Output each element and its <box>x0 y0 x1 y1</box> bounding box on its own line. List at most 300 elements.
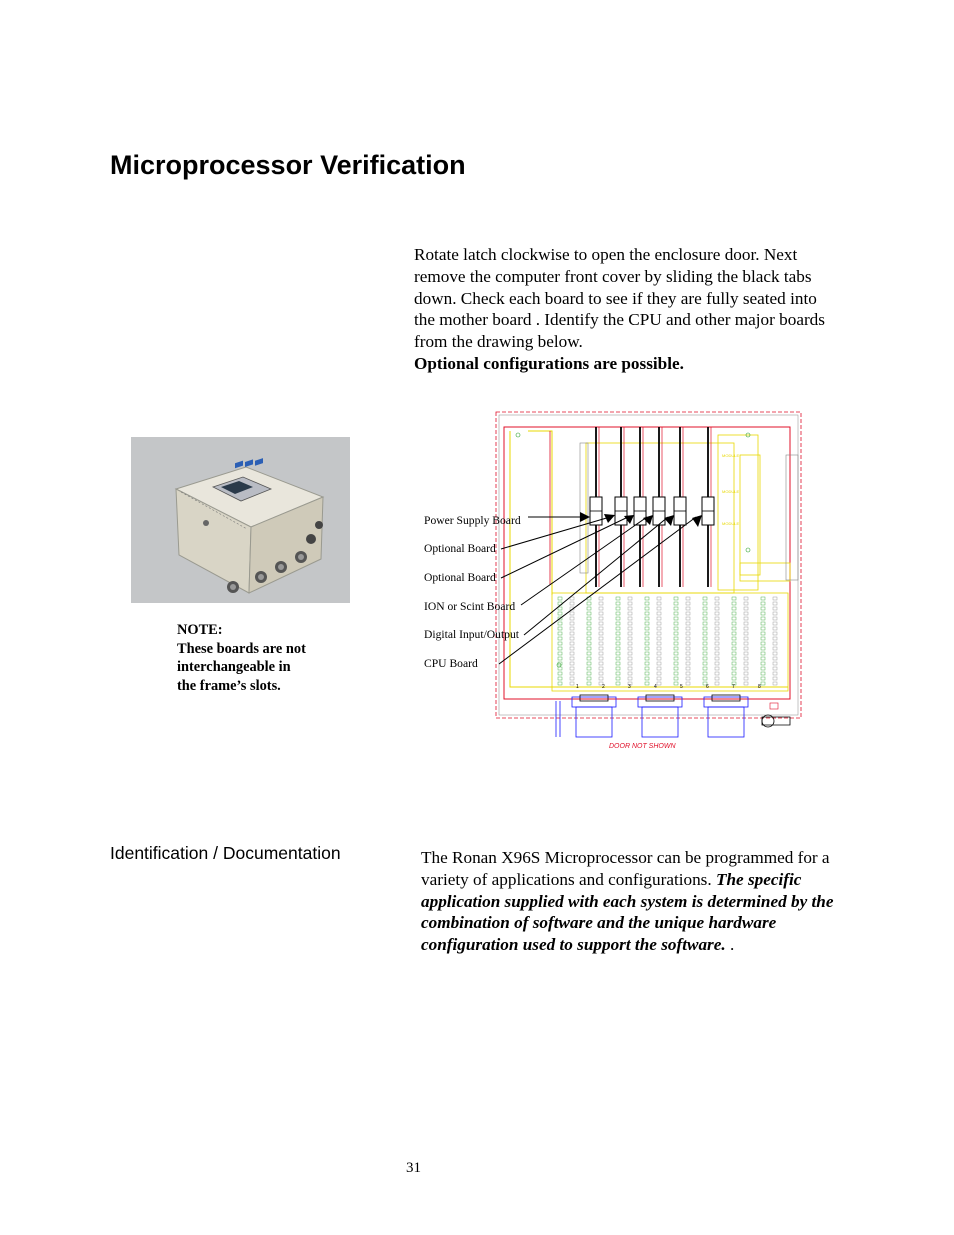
terminal <box>686 622 690 625</box>
terminal <box>628 607 632 610</box>
terminal <box>703 662 707 665</box>
terminal <box>761 632 765 635</box>
terminal <box>570 617 574 620</box>
terminal <box>773 637 777 640</box>
terminal <box>674 602 678 605</box>
terminal <box>587 652 591 655</box>
terminal <box>657 632 661 635</box>
terminal <box>570 637 574 640</box>
terminal <box>570 677 574 680</box>
terminal <box>732 642 736 645</box>
intro-text: Rotate latch clockwise to open the enclosure door. Next remove the computer front cover by sliding the black tabs down. Check each board to see if they are fully seated into the mother board . Identify the CPU and other major boards from the drawing below. <box>414 245 825 352</box>
terminal <box>732 657 736 660</box>
terminal <box>674 657 678 660</box>
terminal <box>587 627 591 630</box>
terminal <box>773 627 777 630</box>
terminal <box>587 622 591 625</box>
terminal <box>674 617 678 620</box>
terminal <box>570 667 574 670</box>
terminal <box>686 632 690 635</box>
terminal <box>715 647 719 650</box>
terminal <box>645 677 649 680</box>
terminal <box>715 607 719 610</box>
terminal <box>744 677 748 680</box>
terminal <box>703 602 707 605</box>
terminal <box>645 637 649 640</box>
terminal <box>558 682 562 685</box>
terminal <box>645 622 649 625</box>
slot-number: 2 <box>602 684 605 690</box>
terminal <box>628 627 632 630</box>
identification-paragraph <box>421 847 841 956</box>
terminal <box>732 622 736 625</box>
terminal <box>703 622 707 625</box>
terminal <box>703 637 707 640</box>
terminal <box>761 627 765 630</box>
terminal <box>703 597 707 600</box>
terminal <box>703 632 707 635</box>
terminal <box>616 672 620 675</box>
terminal <box>657 627 661 630</box>
terminal <box>558 622 562 625</box>
terminal <box>686 652 690 655</box>
terminal <box>657 602 661 605</box>
terminal <box>645 632 649 635</box>
terminal <box>616 637 620 640</box>
terminal <box>744 682 748 685</box>
terminal <box>558 597 562 600</box>
terminal <box>628 662 632 665</box>
slot-number: 5 <box>680 684 683 690</box>
identification-heading: Identification / Documentation <box>110 843 341 863</box>
label-digital-io-board: Digital Input/Output <box>424 628 519 641</box>
terminal <box>570 612 574 615</box>
note-heading: NOTE: <box>177 622 223 638</box>
terminal <box>773 622 777 625</box>
label-ion-scint-board: ION or Scint Board <box>424 600 516 613</box>
terminal <box>773 597 777 600</box>
terminal <box>616 647 620 650</box>
terminal <box>570 642 574 645</box>
terminal <box>558 642 562 645</box>
terminal <box>616 642 620 645</box>
terminal <box>599 672 603 675</box>
terminal <box>657 667 661 670</box>
terminal <box>686 612 690 615</box>
terminal <box>744 617 748 620</box>
terminal <box>657 642 661 645</box>
terminal <box>628 602 632 605</box>
svg-text:MODULE: MODULE <box>722 521 740 526</box>
slot-number: 3 <box>628 684 631 690</box>
terminal <box>761 652 765 655</box>
terminal <box>570 632 574 635</box>
terminal <box>645 607 649 610</box>
terminal <box>657 682 661 685</box>
terminal <box>773 642 777 645</box>
terminal <box>703 667 707 670</box>
terminal <box>715 612 719 615</box>
terminal <box>715 652 719 655</box>
terminal <box>628 672 632 675</box>
enclosure-illustration <box>131 437 350 603</box>
terminal <box>744 622 748 625</box>
terminal <box>674 627 678 630</box>
terminal <box>715 637 719 640</box>
terminal <box>773 682 777 685</box>
enclosure-photo <box>131 437 350 603</box>
terminal <box>761 612 765 615</box>
terminal <box>674 652 678 655</box>
terminal <box>616 627 620 630</box>
svg-text:MODULE: MODULE <box>722 489 740 494</box>
slot-number: 4 <box>654 684 657 690</box>
terminal <box>744 597 748 600</box>
terminal <box>715 602 719 605</box>
terminal <box>599 612 603 615</box>
terminal <box>657 607 661 610</box>
terminal <box>674 677 678 680</box>
terminal <box>686 642 690 645</box>
slot-number: 8 <box>758 684 761 690</box>
terminal <box>558 627 562 630</box>
terminal <box>628 657 632 660</box>
terminal <box>558 637 562 640</box>
terminal <box>703 677 707 680</box>
terminal <box>570 622 574 625</box>
terminal <box>587 662 591 665</box>
terminal <box>628 597 632 600</box>
terminal <box>645 627 649 630</box>
terminal <box>558 677 562 680</box>
terminal <box>732 632 736 635</box>
terminal <box>599 642 603 645</box>
terminal <box>761 597 765 600</box>
terminal <box>773 632 777 635</box>
terminal-grid <box>558 597 777 685</box>
label-optional-board-1: Optional Board <box>424 542 496 555</box>
terminal <box>744 652 748 655</box>
terminal <box>773 677 777 680</box>
terminal <box>773 602 777 605</box>
terminal <box>657 647 661 650</box>
slot-number: 6 <box>706 684 709 690</box>
terminal <box>599 597 603 600</box>
terminal <box>732 667 736 670</box>
terminal <box>657 677 661 680</box>
terminal <box>686 677 690 680</box>
terminal <box>558 647 562 650</box>
terminal <box>744 662 748 665</box>
note-line-2: interchangeable in <box>177 659 291 675</box>
terminal <box>773 647 777 650</box>
terminal <box>616 622 620 625</box>
board-layout-diagram <box>400 405 810 757</box>
terminal <box>587 617 591 620</box>
terminal <box>570 602 574 605</box>
terminal <box>761 622 765 625</box>
terminal <box>587 612 591 615</box>
intro-bold-text: Optional configurations are possible. <box>414 353 684 373</box>
terminal <box>674 672 678 675</box>
terminal <box>732 607 736 610</box>
terminal <box>686 602 690 605</box>
terminal <box>645 672 649 675</box>
terminal <box>599 607 603 610</box>
terminal <box>558 607 562 610</box>
terminal <box>587 672 591 675</box>
terminal <box>674 597 678 600</box>
terminal <box>570 682 574 685</box>
terminal <box>761 642 765 645</box>
terminal <box>587 682 591 685</box>
terminal <box>744 632 748 635</box>
terminal <box>715 677 719 680</box>
terminal <box>744 667 748 670</box>
intro-paragraph <box>414 244 834 375</box>
terminal <box>732 662 736 665</box>
terminal <box>744 612 748 615</box>
terminal <box>732 652 736 655</box>
terminal <box>628 652 632 655</box>
terminal <box>599 667 603 670</box>
terminal <box>715 597 719 600</box>
terminal <box>715 667 719 670</box>
terminal <box>715 657 719 660</box>
note-block <box>177 621 306 695</box>
terminal <box>599 602 603 605</box>
terminal <box>773 612 777 615</box>
terminal <box>587 647 591 650</box>
terminal <box>703 672 707 675</box>
terminal <box>773 672 777 675</box>
terminal <box>616 607 620 610</box>
terminal <box>715 627 719 630</box>
terminal <box>744 647 748 650</box>
terminal <box>616 677 620 680</box>
terminal <box>587 667 591 670</box>
terminal <box>744 602 748 605</box>
terminal <box>616 617 620 620</box>
terminal <box>674 662 678 665</box>
label-optional-board-2: Optional Board <box>424 571 496 584</box>
terminal <box>558 632 562 635</box>
terminal <box>761 662 765 665</box>
terminal <box>773 652 777 655</box>
terminal <box>744 642 748 645</box>
terminal <box>744 657 748 660</box>
terminal <box>761 637 765 640</box>
terminal <box>645 667 649 670</box>
terminal <box>587 607 591 610</box>
terminal <box>599 622 603 625</box>
terminal <box>744 637 748 640</box>
terminal <box>703 657 707 660</box>
terminal <box>657 657 661 660</box>
identification-text: The Ronan X96S Microprocessor can be programmed for a variety of applications and configurations. <box>421 848 830 889</box>
terminal <box>715 672 719 675</box>
terminal <box>703 642 707 645</box>
terminal <box>674 647 678 650</box>
terminal <box>570 627 574 630</box>
terminal <box>732 627 736 630</box>
terminal <box>773 617 777 620</box>
terminal <box>616 652 620 655</box>
terminal <box>570 662 574 665</box>
terminal <box>761 657 765 660</box>
terminal <box>628 667 632 670</box>
slot-number: 1 <box>576 684 579 690</box>
terminal <box>558 672 562 675</box>
terminal <box>616 682 620 685</box>
terminal <box>645 662 649 665</box>
terminal <box>616 612 620 615</box>
terminal <box>628 647 632 650</box>
terminal <box>773 657 777 660</box>
terminal <box>570 652 574 655</box>
terminal <box>628 677 632 680</box>
terminal <box>686 617 690 620</box>
terminal <box>558 667 562 670</box>
terminal <box>761 667 765 670</box>
terminal <box>616 602 620 605</box>
terminal <box>599 677 603 680</box>
terminal <box>744 672 748 675</box>
terminal <box>732 617 736 620</box>
terminal <box>657 597 661 600</box>
terminal <box>686 637 690 640</box>
terminal <box>599 662 603 665</box>
terminal <box>773 662 777 665</box>
terminal <box>645 682 649 685</box>
terminal <box>645 602 649 605</box>
terminal <box>732 647 736 650</box>
terminal <box>628 642 632 645</box>
terminal <box>558 652 562 655</box>
terminal <box>732 672 736 675</box>
terminal <box>599 627 603 630</box>
svg-text:MODULE: MODULE <box>722 453 740 458</box>
terminal <box>674 632 678 635</box>
terminal <box>686 627 690 630</box>
terminal <box>599 617 603 620</box>
terminal <box>645 612 649 615</box>
terminal <box>599 647 603 650</box>
terminal <box>732 637 736 640</box>
terminal <box>761 682 765 685</box>
terminal <box>732 612 736 615</box>
identification-trailing: . <box>725 935 735 955</box>
terminal <box>587 642 591 645</box>
terminal <box>773 667 777 670</box>
terminal <box>686 667 690 670</box>
terminal <box>645 652 649 655</box>
terminal <box>674 612 678 615</box>
terminal <box>674 642 678 645</box>
terminal <box>657 662 661 665</box>
terminal <box>674 682 678 685</box>
terminal <box>715 662 719 665</box>
terminal <box>744 607 748 610</box>
terminal <box>761 602 765 605</box>
terminal <box>715 617 719 620</box>
terminal <box>686 607 690 610</box>
terminal <box>645 617 649 620</box>
terminal <box>703 612 707 615</box>
note-line-3: the frame’s slots. <box>177 677 281 694</box>
terminal <box>570 647 574 650</box>
terminal <box>645 657 649 660</box>
terminal <box>744 627 748 630</box>
terminal <box>599 657 603 660</box>
terminal <box>645 647 649 650</box>
terminal <box>587 632 591 635</box>
terminal <box>732 597 736 600</box>
terminal <box>715 642 719 645</box>
terminal <box>628 617 632 620</box>
label-cpu-board: CPU Board <box>424 657 478 670</box>
terminal <box>674 637 678 640</box>
terminal <box>628 637 632 640</box>
terminal <box>570 672 574 675</box>
terminal <box>616 632 620 635</box>
terminal <box>686 662 690 665</box>
terminal <box>628 622 632 625</box>
note-line-1: These boards are not <box>177 640 306 657</box>
terminal <box>674 622 678 625</box>
terminal <box>628 612 632 615</box>
terminal <box>599 632 603 635</box>
terminal <box>761 647 765 650</box>
terminal <box>703 617 707 620</box>
terminal <box>657 617 661 620</box>
terminal <box>732 602 736 605</box>
door-note: DOOR NOT SHOWN <box>609 743 676 750</box>
terminal <box>616 662 620 665</box>
terminal <box>686 657 690 660</box>
terminal <box>686 672 690 675</box>
page-title: Microprocessor Verification <box>110 150 466 180</box>
terminal <box>587 602 591 605</box>
terminal <box>587 677 591 680</box>
terminal <box>686 647 690 650</box>
terminal <box>657 637 661 640</box>
identification-emphasis: The specific application supplied with each system is determined by the combination of software and the unique hardware configuration used to support the software. <box>421 869 834 955</box>
terminal <box>703 607 707 610</box>
terminal <box>616 657 620 660</box>
terminal <box>686 597 690 600</box>
terminal <box>616 667 620 670</box>
terminal <box>773 607 777 610</box>
label-power-supply-board: Power Supply Board <box>424 514 521 527</box>
terminal <box>570 657 574 660</box>
terminal <box>645 642 649 645</box>
terminal <box>761 617 765 620</box>
terminal <box>587 637 591 640</box>
terminal <box>628 632 632 635</box>
terminal <box>616 597 620 600</box>
terminal <box>599 652 603 655</box>
slot-number: 7 <box>732 684 735 690</box>
terminal <box>674 667 678 670</box>
terminal <box>703 652 707 655</box>
terminal <box>657 612 661 615</box>
terminal <box>761 677 765 680</box>
terminal <box>703 647 707 650</box>
terminal <box>558 657 562 660</box>
terminal <box>674 607 678 610</box>
terminal <box>587 657 591 660</box>
